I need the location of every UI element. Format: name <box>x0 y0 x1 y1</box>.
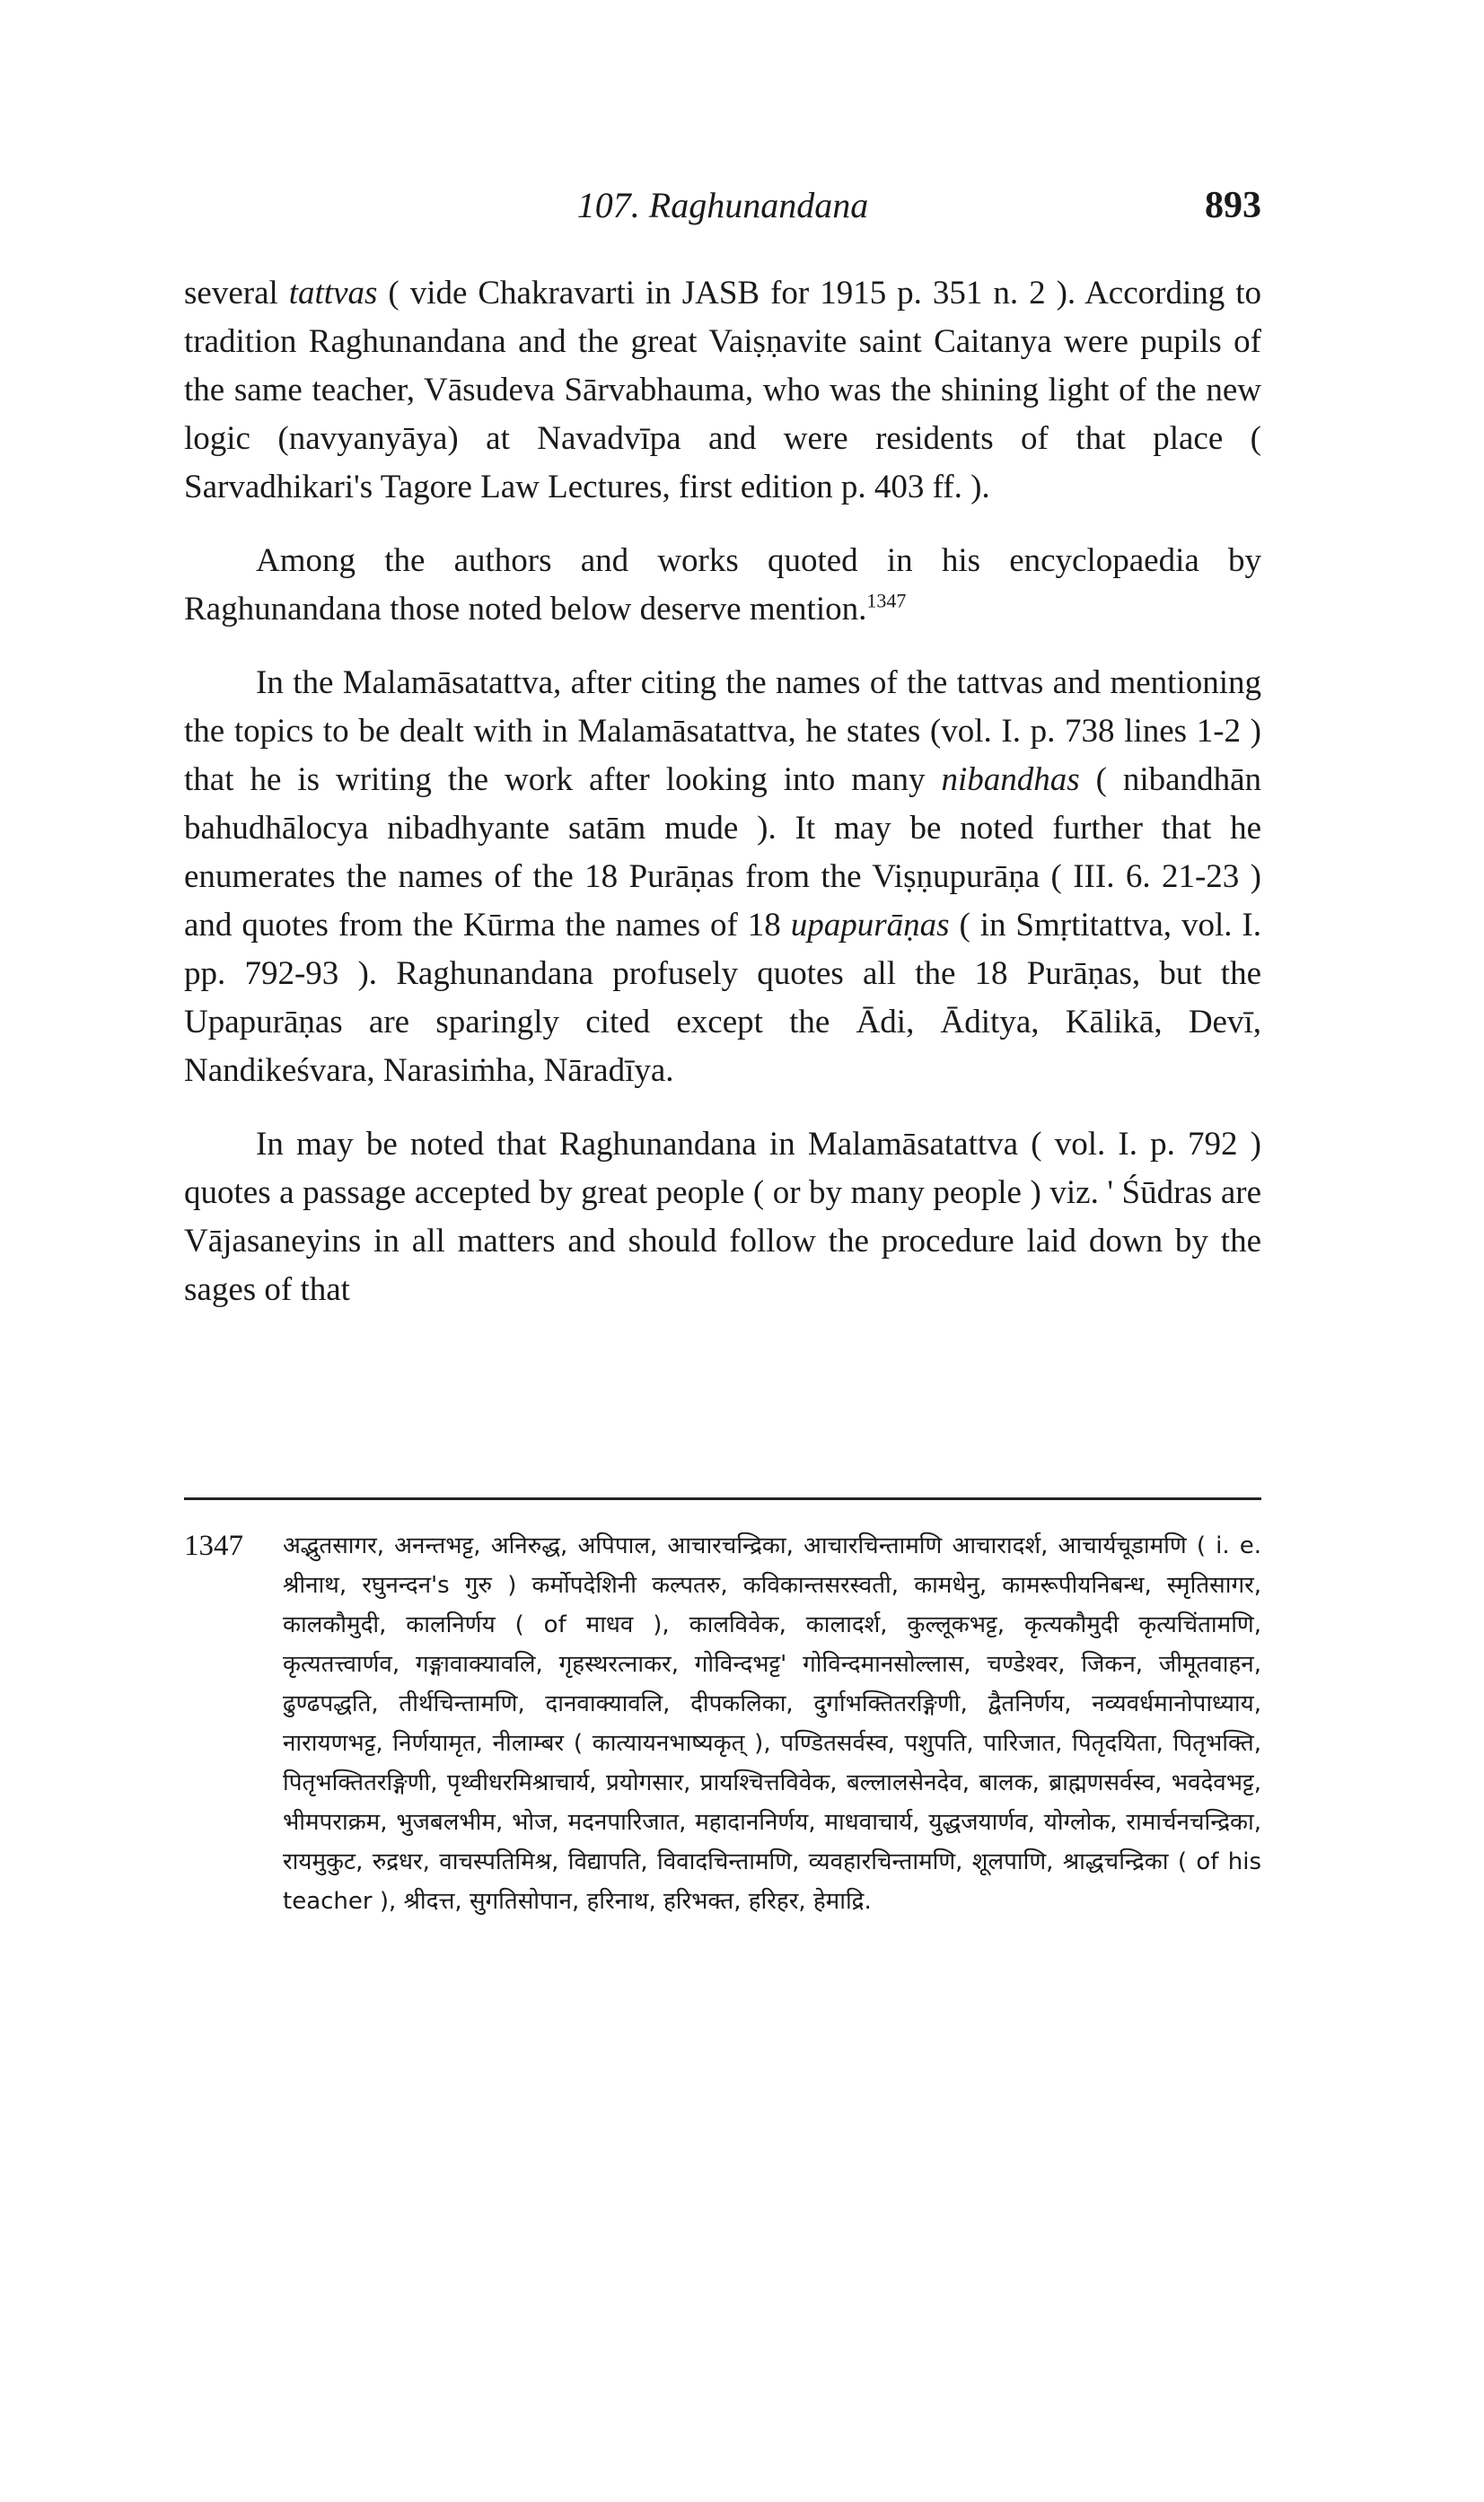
p1-text-a: several <box>184 275 289 312</box>
footnote-text: अद्भुतसागर, अनन्तभट्ट, अनिरुद्ध, अपिपाल, आचारचन्द्रिका, आचारचिन्तामणि आचारादर्श, आचार्यचूडामणि ( i. e. श्रीनाथ, रघुनन्दन's गुरु ) कर्मोपदेशिनी कल्पतरु, कविकान्तसरस्वती, कामधेनु, कामरूपीयनिबन्ध, स्मृतिसागर, कालकौमुदी, कालनिर्णय ( of माधव ), कालविवेक, कालादर्श, कुल्लूकभट्ट, कृत्यकौमुदी कृत्यचिंतामणि, कृत्यतत्त्वार्णव, गङ्गावाक्यावलि, गृहस्थरत्नाकर, गोविन्दभट्ट' गोविन्दमानसोल्लास, चण्डेश्वर, जिकन, जीमूतवाहन, ढुण्ढपद्धति, तीर्थचिन्तामणि, दानवाक्यावलि, दीपकलिका, दुर्गाभक्तितरङ्गिणी, द्वैतनिर्णय, नव्यवर्धमानोपाध्याय, नारायणभट्ट, निर्णयामृत, नीलाम्बर ( कात्यायनभाष्यकृत् ), पण्डितसर्वस्व, पशुपति, पारिजात, पितृदयिता, पितृभक्ति, पितृभक्तितरङ्गिणी, पृथ्वीधरमिश्राचार्य, प्रयोगसार, प्रायश्चित्तविवेक, बल्लालसेनदेव, बालक, ब्राह्मणसर्वस्व, भवदेवभट्ट, भीमपराक्रम, भुजबलभीम, भोज, मदनपारिजात, महादाननिर्णय, माधवाचार्य, युद्धजयार्णव, योग्लोक, रामार्चनचन्द्रिका, रायमुकुट, रुद्रधर, वाचस्पतिमिश्र, विद्यापति, विवादचिन्तामणि, व्यवहारचिन्तामणि, शूलपाणि, श्राद्धचन्द्रिका ( of his teacher ), श्रीदत्त, सुगतिसोपान, हरिनाथ, हरिभक्त, हरिहर, हेमाद्रि. <box>283 1532 1261 1915</box>
paragraph-3 <box>184 659 1261 1095</box>
footnote-reference: 1347 <box>866 589 907 612</box>
body-text <box>184 269 1261 1314</box>
p3-italic-nibandhas: nibandhas <box>941 761 1080 798</box>
paragraph-1 <box>184 269 1261 512</box>
p4-text: In may be noted that Raghunandana in Malamāsatattva ( vol. I. p. 792 ) quotes a passage accepted by great people ( or by many people ) viz. ' Śūdras are Vājasaneyins in all matters and should follow the procedure laid down by the sages of that <box>184 1126 1261 1308</box>
p1-text-c: ( vide Chakravarti in JASB for 1915 p. 351 n. 2 ). According to tradition Raghunandana and the great Vaiṣṇavite saint Caitanya were pupils of the same teacher, Vāsudeva Sārvabhauma, who was the shining light of the new logic (navyanyāya) at Navadvīpa and were residents of that place ( Sarvadhikari's Tagore Law Lectures, first edition p. 403 ff. ). <box>184 275 1261 505</box>
footnote-divider <box>184 1497 1261 1500</box>
p3-text-c: ( nibandhān bahudhālocya nibadhyante satām mude ). It may be noted further that he enumerates the names of the 18 Purāṇas from the Viṣṇupurāṇa ( III. 6. 21-23 ) and quotes from the Kūrma the names of 18 <box>184 761 1261 944</box>
paragraph-2 <box>184 537 1261 634</box>
running-title: 107. Raghunandana <box>576 185 869 225</box>
p3-text-a: In the Malamāsatattva, after citing the names of the tattvas and mentioning the topics to be dealt with in Malamāsatattva, he states (vol. I. p. 738 lines 1-2 ) that he is writing the work after looking into many <box>184 664 1261 798</box>
page-number: 893 <box>1205 185 1261 226</box>
page-header <box>184 184 1261 238</box>
footnote-number: 1347 <box>184 1530 243 1562</box>
paragraph-4 <box>184 1120 1261 1314</box>
p1-italic-term: tattvas <box>288 275 378 312</box>
footnote <box>184 1526 1261 1921</box>
p2-text: Among the authors and works quoted in his encyclopaedia by Raghunandana those noted below deserve mention. <box>184 542 1261 628</box>
p3-italic-upapuranas: upapurāṇas <box>790 907 950 944</box>
p3-text-e: ( in Smṛtitattva, vol. I. pp. 792-93 ). Raghunandana profusely quotes all the 18 Purāṇas, but the Upapurāṇas are sparingly cited except the Ādi, Āditya, Kālikā, Devī, Nandikeśvara, Narasiṁha, Nāradīya. <box>184 907 1261 1089</box>
